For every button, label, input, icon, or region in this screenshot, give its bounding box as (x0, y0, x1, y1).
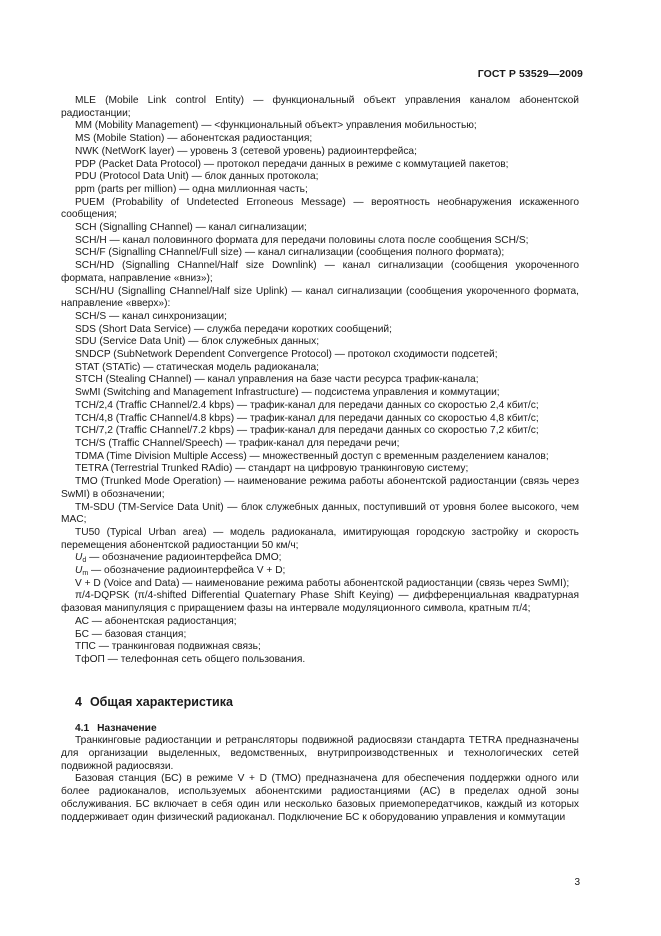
abbreviation-ud (61, 552, 579, 565)
abbreviation-entry: TCH/7,2 (Traffic CHannel/7.2 kbps) — трафик-канал для передачи данных со скоростью 7,2 кбит/с; (75, 425, 539, 437)
abbreviation-entry: ppm (parts per million) — одна миллионная часть; (75, 183, 308, 195)
ud-text: — обозначение радиоинтерфейса DMO; (86, 552, 282, 564)
abbreviation-um (61, 565, 579, 578)
page-number: 3 (574, 877, 580, 888)
ud-symbol: U (75, 552, 83, 564)
abbreviation-entry: SDS (Short Data Service) — служба передачи коротких сообщений; (75, 323, 392, 335)
abbreviation-entry: TCH/4,8 (Traffic CHannel/4.8 kbps) — трафик-канал для передачи данных со скоростью 4,8 кбит/с; (75, 412, 539, 424)
abbreviation-entry: БС — базовая станция; (75, 628, 187, 640)
abbreviation-entry: SwMI (Switching and Management Infrastructure) — подсистема управления и коммутации; (75, 387, 500, 399)
abbreviation-entry: SCH (Signalling CHannel) — канал сигнализации; (75, 222, 307, 234)
abbreviation-entry: MM (Mobility Management) — <функциональный объект> управления мобильностью; (75, 120, 477, 132)
abbreviation-entry: SDU (Service Data Unit) — блок служебных данных; (75, 336, 320, 348)
abbreviation-entry: SCH/HD (Signalling CHannel/Half size Downlink) — канал сигнализации (сообщения укороченного формата, направление «вниз»); (61, 260, 579, 284)
abbreviation-entry: TM-SDU (TM-Service Data Unit) — блок служебных данных, поступивший от уровня более высокого, чем MAC; (61, 501, 579, 526)
um-symbol: U (75, 565, 83, 577)
subsection-heading (61, 723, 579, 736)
body-paragraph: Базовая станция (БС) в режиме V + D (TMO) предназначена для обеспечения поддержки одного или более радиоканалов, используемых абонентскими радиостанциями (АС) в пределах одной зоны обслуживания. БС включает в себя один или несколько базовых приемопередатчиков, каждый из которых поддерживает один физический радиоканал. Подключение БС к оборудованию управления и коммутации (61, 773, 579, 823)
section-heading (61, 695, 579, 709)
abbreviation-entry: SCH/H — канал половинного формата для передачи половины слота после сообщения SCH/S; (75, 234, 529, 246)
abbreviation-entry: TETRA (Terrestrial Trunked RAdio) — стандарт на цифровую транкинговую систему; (75, 463, 469, 475)
document-standard-header: ГОСТ Р 53529—2009 (477, 68, 583, 80)
abbreviation-entry: ТфОП — телефонная сеть общего пользования. (75, 653, 306, 665)
subsection-title: Назначение (97, 722, 157, 734)
um-subscript: m (82, 570, 89, 578)
abbreviation-entry: PDU (Protocol Data Unit) — блок данных протокола; (75, 171, 319, 183)
abbreviation-entry: АС — абонентская радиостанция; (75, 615, 237, 627)
um-text: — обозначение радиоинтерфейса V + D; (88, 565, 286, 577)
abbreviation-entry: MS (Mobile Station) — абонентская радиостанция; (75, 133, 313, 145)
section-number: 4 (75, 694, 82, 709)
abbreviations-list (61, 95, 579, 552)
body-paragraph: Транкинговые радиостанции и ретрансляторы подвижной радиосвязи стандарта TETRA предназначены для организации выделенных, ведомственных, внутрипроизводственных и технологических сетей подвижной радиосвязи. (61, 735, 579, 772)
abbreviation-entry: SCH/F (Signalling CHannel/Full size) — канал сигнализации (сообщения полного формата); (75, 247, 505, 259)
abbreviation-entry: TDMA (Time Division Multiple Access) — множественный доступ с временным разделением каналов; (75, 450, 549, 462)
abbreviation-entry: ТПС — транкинговая подвижная связь; (75, 641, 261, 653)
subsection-number: 4.1 (75, 722, 90, 734)
abbreviations-list-continued (61, 578, 579, 667)
page-body (61, 95, 579, 824)
abbreviation-entry: SCH/S — канал синхронизации; (75, 310, 227, 322)
abbreviation-entry: STCH (Stealing CHannel) — канал управления на базе части ресурса трафик-канала; (75, 374, 479, 386)
section-title: Общая характеристика (89, 694, 233, 709)
abbreviation-entry: TCH/2,4 (Traffic CHannel/2.4 kbps) — трафик-канал для передачи данных со скоростью 2,4 кбит/с; (75, 399, 539, 411)
abbreviation-entry: SNDCP (SubNetwork Dependent Convergence Protocol) — протокол сходимости подсетей; (75, 349, 498, 361)
abbreviation-entry: π/4-DQPSK (π/4-shifted Differential Quaternary Phase Shift Keying) — дифференциальная квадратурная фазовая манипуляция с приращением фазы на интервале модуляционного символа, кратным π/4; (61, 590, 579, 615)
abbreviation-entry: V + D (Voice and Data) — наименование режима работы абонентской радиостанции (связь через SwMI); (75, 577, 570, 589)
abbreviation-entry: SCH/HU (Signalling CHannel/Half size Uplink) — канал сигнализации (сообщения укороченного формата, направление «вверх»): (61, 285, 579, 310)
abbreviation-entry: STAT (STATic) — статическая модель радиоканала; (75, 361, 320, 373)
abbreviation-entry: MLE (Mobile Link control Entity) — функциональный объект управления каналом абонентской радиостанции; (61, 95, 579, 119)
abbreviation-entry: PUEM (Probability of Undetected Erroneous Message) — вероятность необнаружения искаженного сообщения; (61, 196, 579, 221)
abbreviation-entry: TCH/S (Traffic CHannel/Speech) — трафик-канал для передачи речи; (75, 437, 400, 449)
abbreviation-entry: NWK (NetWorK layer) — уровень 3 (сетевой уровень) радиоинтерфейса; (75, 145, 417, 157)
abbreviation-entry: PDP (Packet Data Protocol) — протокол передачи данных в режиме с коммутацией пакетов; (75, 158, 509, 170)
abbreviation-entry: TMO (Trunked Mode Operation) — наименование режима работы абонентской радиостанции (связь через SwMI) в обозначении; (61, 476, 579, 500)
abbreviation-entry: TU50 (Typical Urban area) — модель радиоканала, имитирующая городскую застройку и скорость перемещения абонентской радиостанции 50 км/ч; (61, 526, 579, 551)
ud-subscript: d (82, 557, 87, 565)
